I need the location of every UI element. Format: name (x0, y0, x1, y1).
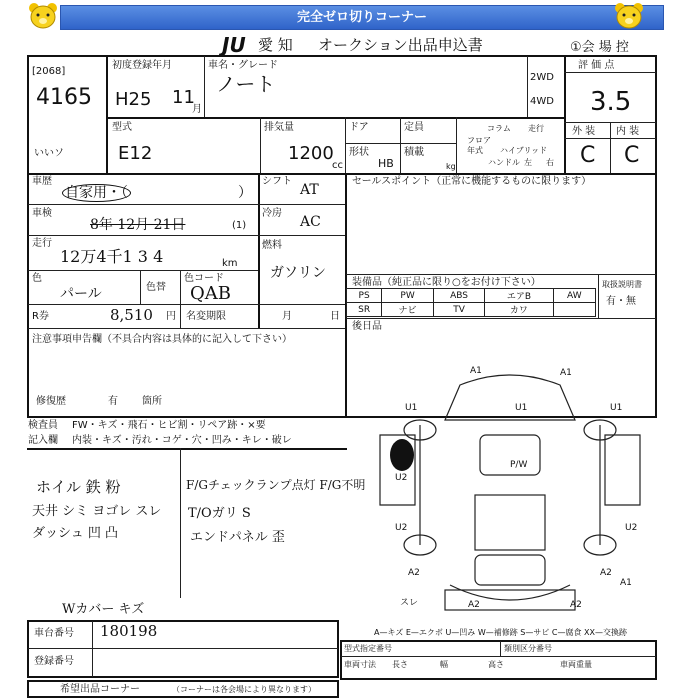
diagram-mark: U1 (515, 403, 528, 413)
color-code-value: QAB (190, 283, 231, 304)
inspection-label: 車検 (32, 208, 52, 219)
body-sides (420, 425, 600, 545)
diagram-mark: A2 (600, 568, 612, 578)
title-dead-label: 名変期限 (186, 311, 226, 322)
spec-length: 長さ (392, 660, 408, 669)
displacement-value: 1200 (288, 143, 334, 164)
ext-value: C (580, 143, 596, 168)
rating-value: 3.5 (590, 87, 632, 117)
equip-aw[interactable]: AW (553, 289, 595, 303)
note-check-lamp: F/Gチェックランプ点灯 F/G不明 (186, 478, 366, 492)
diagram-mark: U2 (625, 523, 638, 533)
equipment-row (347, 289, 596, 303)
org-name: 愛 知 (258, 36, 293, 54)
form-title: オークション出品申込書 (318, 36, 483, 54)
equipment-row (347, 303, 596, 317)
mileage-label: 走行 (32, 238, 52, 249)
rating-label: 評 価 点 (578, 60, 615, 71)
model-label: 型式 (112, 122, 132, 133)
repair-label: 修復歴 (36, 396, 66, 407)
displacement-label: 排気量 (264, 122, 294, 133)
trans-floor: フロア (467, 136, 491, 145)
rear-glass-outline (475, 555, 545, 585)
mileage-unit: km (222, 258, 238, 269)
mileage-value: 12万4千1 3 4 (60, 247, 164, 266)
fuel-value: ガソリン (270, 265, 326, 281)
car-name: ノート (216, 72, 276, 96)
manual-value: 有・無 (606, 296, 636, 307)
ext-label: 外 装 (572, 126, 596, 137)
equip-tv[interactable]: TV (433, 303, 484, 317)
title-dead-month: 月 (282, 311, 292, 322)
equip-navi[interactable]: ナビ (382, 303, 434, 317)
aircon-label: 冷房 (262, 208, 282, 219)
trans-year: 年式 (467, 146, 483, 155)
damage-blot-mark (390, 439, 414, 471)
int-value: C (624, 143, 640, 168)
equip-empty (553, 303, 595, 317)
drive-2wd: 2WD (530, 72, 554, 83)
lot-number: 4165 (36, 85, 92, 110)
rear-seat-label: 後日品 (352, 321, 382, 332)
usage-close: ） (238, 185, 252, 201)
trans-col: コラム (487, 124, 511, 133)
diagram-mark: U1 (610, 403, 623, 413)
model-value: E12 (118, 143, 153, 164)
footer-note: （コーナーは各会場により異なります） (172, 685, 316, 694)
diagram-mark: A1 (470, 366, 482, 376)
color-tone-label: 色替 (146, 282, 166, 293)
diagram-mark: A2 (468, 600, 480, 610)
equipment-label: 装備品（純正品に限り○をお付け下さい） (352, 277, 541, 288)
footer-corner: 希望出品コーナー (60, 684, 140, 695)
logo: JU (222, 33, 246, 57)
diagram-mark: U1 (405, 403, 418, 413)
diagram-mark: U2 (395, 523, 408, 533)
spec-width: 幅 (440, 660, 448, 669)
spec-weight-label: 車両重量 (560, 660, 592, 669)
trans-handle: ハンドル (488, 158, 520, 167)
inspector-line1-label: 検査員 (28, 420, 58, 431)
spec-class-label: 類別区分番号 (504, 644, 552, 653)
inspector-line2: 内装・キズ・汚れ・コゲ・穴・凹み・キレ・破レ (72, 435, 292, 446)
equip-pw[interactable]: PW (382, 289, 434, 303)
registration-month: 11 (172, 87, 195, 108)
repair-value: 有 (108, 396, 118, 407)
lot-ref: [2068] (32, 66, 66, 77)
shape-label: 形状 (349, 147, 369, 158)
diagram-mark: U2 (395, 473, 408, 483)
spec-height: 高さ (488, 660, 504, 669)
color-label: 色 (32, 273, 42, 284)
registration-era: H25 (115, 89, 152, 110)
registration-month-unit: 月 (192, 104, 202, 115)
notes-label: 注意事項申告欄（不具合内容は具体的に記入して下さい） (32, 334, 292, 345)
int-label: 内 装 (616, 126, 640, 137)
color-code-label: 色コード (184, 273, 224, 284)
registration-label: 初度登録年月 (112, 60, 172, 71)
hood-outline (445, 375, 575, 420)
banner-title: 完全ゼロ切りコーナー (296, 10, 427, 25)
recycle-unit: 円 (166, 311, 176, 322)
right-door-outline (605, 435, 640, 505)
color-value: パール (60, 286, 102, 302)
note-to: T/Oガリ S (188, 506, 251, 521)
diagram-mark: A2 (408, 568, 420, 578)
equip-abs[interactable]: ABS (433, 289, 484, 303)
trans-right: 右 (546, 158, 554, 167)
trans-left: 左 (524, 158, 532, 167)
recycle-value: 8,510 (110, 306, 153, 324)
note-ceiling: 天井 シミ ヨゴレ スレ (32, 504, 162, 519)
inspector-line2-label: 記入欄 (28, 435, 58, 446)
plate-label: 車台番号 (34, 628, 74, 639)
usage-value (62, 182, 131, 202)
load-unit: kg (446, 162, 456, 171)
note-dash: ダッシュ 凹 凸 (32, 526, 119, 541)
diagram-mark: A1 (620, 578, 632, 588)
inspection-value: 8年 12月 21日 (90, 217, 186, 233)
trans-travel: 走行 (528, 124, 544, 133)
manual-label: 取扱説明書 (602, 280, 642, 289)
note-wheel: ホイル 鉄 粉 (36, 478, 121, 496)
car-damage-diagram (360, 345, 660, 625)
inspector-line1: FW・キズ・飛石・ヒビ割・リペア跡・×要 (72, 420, 266, 431)
equip-airbag[interactable]: エアB (485, 289, 553, 303)
diagram-mark: A2 (570, 600, 582, 610)
fuel-label: 燃料 (262, 240, 282, 251)
load-label: 積載 (404, 147, 424, 158)
note-end-panel: エンドパネル 歪 (190, 530, 285, 545)
reg-label: 登録番号 (34, 656, 74, 667)
drive-4wd: 4WD (530, 96, 554, 107)
note-wcover: Wカバー キズ (62, 602, 145, 617)
shift-label: シフト (262, 176, 292, 187)
trans-hybrid: ハイブリッド (500, 146, 548, 155)
diagram-mark: スレ (400, 598, 419, 608)
displacement-unit: cc (332, 160, 343, 171)
doors-label: ドア (349, 122, 369, 133)
bear-mascot-icon (612, 2, 646, 30)
title-banner (60, 5, 664, 30)
roof-outline (475, 495, 545, 550)
car-label: 車名・グレード (208, 60, 278, 71)
shape-value: HB (378, 157, 394, 170)
shift-value: AT (300, 182, 319, 198)
repair-place: 箇所 (142, 396, 162, 407)
aircon-value: AC (300, 214, 321, 230)
plate-value: 180198 (100, 622, 158, 640)
capacity-label: 定員 (404, 122, 424, 133)
bear-mascot-icon (26, 2, 60, 30)
equip-sr[interactable]: SR (347, 303, 382, 317)
title-dead-day: 日 (330, 311, 340, 322)
lot-note: いいソ (34, 148, 64, 159)
spec-model-label: 型式指定番号 (344, 644, 392, 653)
usage-circled: 自家用・（ (62, 184, 131, 202)
spec-size-label: 車両寸法 (344, 660, 376, 669)
equip-ps[interactable]: PS (347, 289, 382, 303)
equipment-table (346, 288, 596, 317)
diagram-mark: A1 (560, 368, 572, 378)
damage-legend: A—キズ E—エクボ U—凹み W—補修跡 S—サビ C—腐食 XX—交換跡 (374, 628, 628, 637)
equip-leather[interactable]: カワ (485, 303, 553, 317)
corner-label: ①会 場 控 (570, 40, 629, 55)
sales-point-label: セールスポイント（正常に機能するものに限ります） (352, 176, 592, 187)
rear-bumper-outline (450, 585, 570, 600)
diagram-mark: P/W (510, 460, 528, 470)
usage-label: 車歴 (32, 176, 52, 187)
inspection-struck: (1) (232, 220, 247, 231)
recycle-label: R券 (32, 311, 49, 322)
